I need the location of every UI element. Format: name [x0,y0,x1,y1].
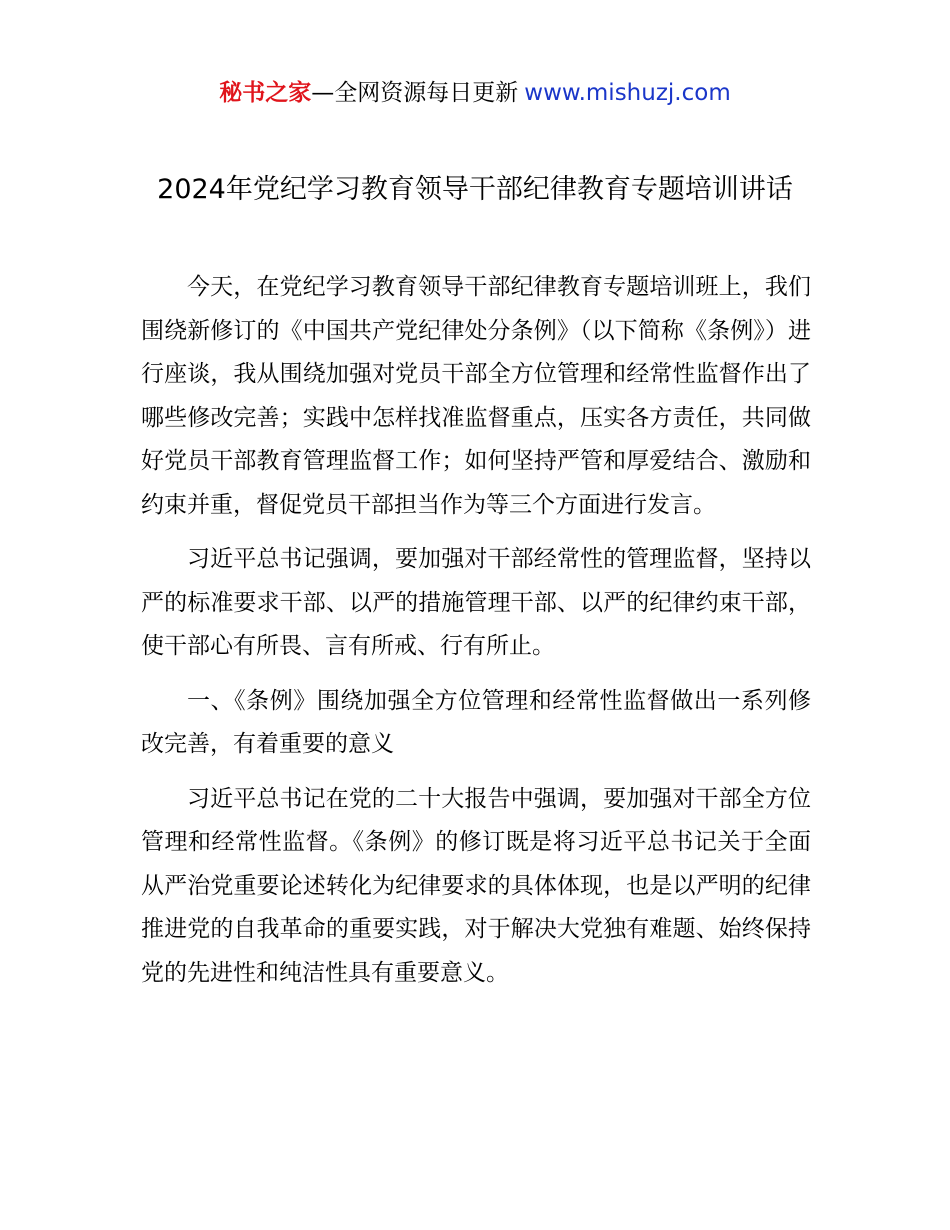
site-url-link[interactable]: www.mishuzj.com [524,80,731,106]
document-title: 2024年党纪学习教育领导干部纪律教育专题培训讲话 [157,174,793,205]
site-brand: 秘书之家 [219,80,312,106]
site-tagline: —全网资源每日更新 [311,80,519,106]
section-heading-1: 一、《条例》围绕加强全方位管理和经常性监督做出一系列修改完善，有着重要的意义 [141,687,811,757]
paragraph-section-1: 习近平总书记在党的二十大报告中强调，要加强对干部全方位管理和经常性监督。《条例》的修订既是将习近平总书记关于全面从严治党重要论述转化为纪律要求的具体体现，也是以严明的纪律推进党的自我革命的重要实践，对于解决大党独有难题、始终保持党的先进性和纯洁性具有重要意义。 [141,785,811,986]
document-body [141,266,811,1006]
paragraph-intro: 今天，在党纪学习教育领导干部纪律教育专题培训班上，我们围绕新修订的《中国共产党纪律处分条例》（以下简称《条例》）进行座谈，我从围绕加强对党员干部全方位管理和经常性监督作出了哪些修改完善；实践中怎样找准监督重点，压实各方责任，共同做好党员干部教育管理监督工作；如何坚持严管和厚爱结合、激励和约束并重，督促党员干部担当作为等三个方面进行发言。 [141,274,811,518]
site-header [0,76,950,110]
paragraph-quote: 习近平总书记强调，要加强对干部经常性的管理监督，坚持以严的标准要求干部、以严的措施管理干部、以严的纪律约束干部，使干部心有所畏、言有所戒、行有所止。 [141,546,811,659]
